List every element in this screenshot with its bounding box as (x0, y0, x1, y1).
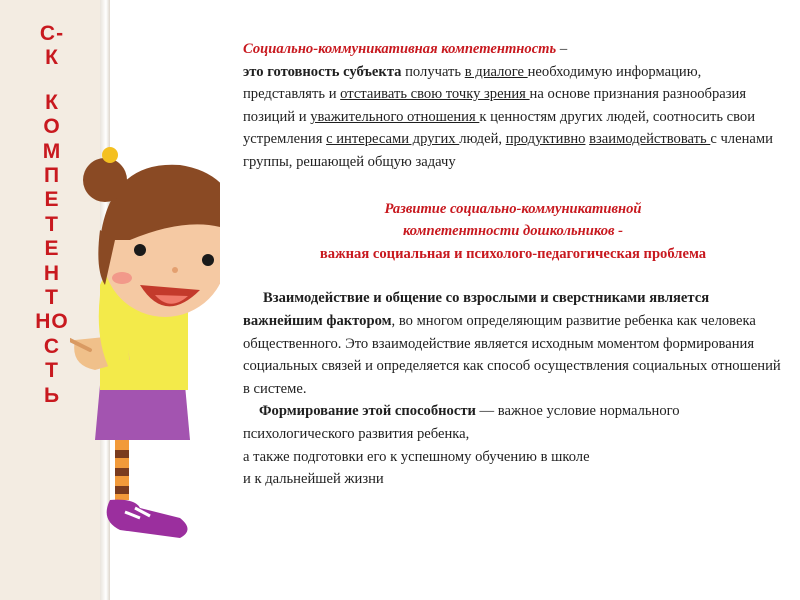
formation-bold: Формирование этой способности (259, 403, 476, 420)
title-char: Т (45, 212, 59, 236)
title-char: НО (35, 310, 69, 334)
title-char: К (45, 46, 59, 70)
interaction-bold: Взаимодействие и общение со взрослыми и сверстниками является важнейшим фактором (243, 290, 710, 329)
definition-dash: – (556, 41, 568, 57)
text-run: к ценностям других людей, соотносить свои устремления (243, 108, 755, 148)
title-char: С- (39, 22, 65, 45)
interaction-paragraph (243, 287, 783, 400)
underlined-term: продуктивно (505, 131, 586, 148)
text-run: получать (401, 63, 465, 80)
subheading-line1: Развитие социально-коммуникативной (384, 200, 642, 217)
text-run: людей, (459, 131, 506, 148)
definition-title: Социально-коммуникативная компетентность (243, 41, 557, 57)
title-gap (6, 71, 98, 91)
subheading-line3: важная социальная и психолого-педагогическая проблема (319, 245, 707, 262)
title-char: К (45, 90, 59, 114)
title-char: С (43, 334, 61, 358)
title-char: М (42, 139, 62, 163)
underlined-term: уважительного отношения (310, 108, 480, 125)
formation-paragraph (243, 400, 783, 445)
formation-line2: а также подготовки его к успешному обучению в школе (243, 448, 590, 465)
title-char: Т (45, 286, 59, 310)
underlined-term: взаимодействовать (589, 131, 711, 148)
subheading-line2: компетентности дошкольников - (402, 223, 624, 240)
underlined-term: с интересами других (326, 131, 460, 148)
title-char: Ь (43, 383, 61, 407)
title-char: П (43, 164, 61, 188)
text-run: необходимую информацию, представлять и (243, 63, 702, 103)
underlined-term: отстаивать свою точку зрения (340, 86, 530, 103)
definition-paragraph (243, 38, 783, 174)
title-char: Н (43, 261, 61, 285)
formation-line3: и к дальнейшей жизни (243, 471, 384, 488)
interaction-rest: , во многом определяющим развитие ребенка как человека общественного. Это взаимодействие является исходным моментом формирования социальных связей и определяется как способ осуществления социальных отношений в системе. (243, 312, 781, 397)
definition-lead: это готовность субъекта (243, 63, 402, 80)
title-char: Т (45, 359, 59, 383)
title-char: Е (44, 237, 60, 261)
text-run: на основе признания разнообразия позиций и (243, 86, 747, 125)
main-text (243, 38, 783, 491)
underlined-term: в диалоге (464, 63, 528, 80)
formation-rest: — важное условие нормального психологического развития ребенка, (243, 403, 680, 442)
title-char: Е (44, 188, 60, 212)
text-run: с членами группы, решающей общую задачу (243, 131, 773, 170)
title-char: О (43, 115, 61, 139)
cartoon-girl-illustration (70, 120, 220, 560)
